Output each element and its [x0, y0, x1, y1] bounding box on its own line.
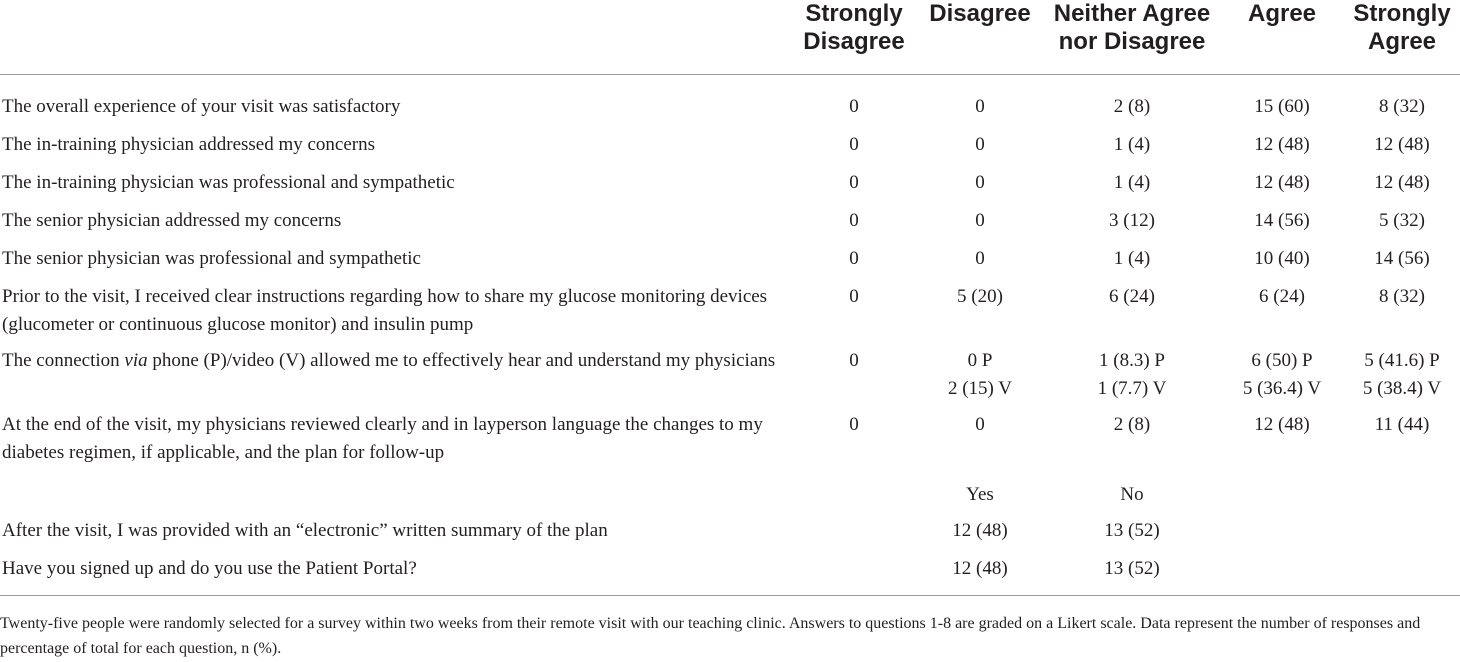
table-row: [0, 75, 1460, 132]
question-italic-text: via: [124, 350, 148, 371]
question-cell: The overall experience of your visit was satisfactory: [2, 96, 401, 117]
header-agree: Agree: [1220, 0, 1344, 75]
blank-cell: [792, 555, 916, 596]
strongly-disagree-cell: 0: [849, 350, 859, 371]
strongly-agree-cell: 12 (48): [1374, 172, 1430, 193]
question-cell: The in-training physician was professional and sympathetic: [2, 172, 455, 193]
agree-cell: [1220, 347, 1344, 411]
phone-value: 0 P: [967, 350, 993, 371]
strongly-disagree-cell: 0: [849, 248, 859, 269]
question-text-part: The connection: [2, 350, 125, 371]
neither-cell: 1 (4): [1113, 248, 1151, 269]
disagree-cell: 0: [975, 248, 985, 269]
question-cell: Have you signed up and do you use the Patient Portal?: [0, 555, 792, 596]
neither-cell: 3 (12): [1109, 210, 1155, 231]
strongly-agree-cell: 8 (32): [1379, 96, 1425, 117]
blank-cell: [1220, 555, 1344, 596]
strongly-agree-cell: 8 (32): [1379, 286, 1425, 307]
header-neither: Neither Agree nor Disagree: [1044, 0, 1220, 75]
strongly-disagree-cell: 0: [849, 414, 859, 435]
question-cell: The senior physician was professional and sympathetic: [2, 248, 421, 269]
table-row: [0, 283, 1460, 347]
agree-cell: 15 (60): [1254, 96, 1310, 117]
strongly-disagree-cell: 0: [849, 134, 859, 155]
agree-cell: 12 (48): [1254, 414, 1310, 435]
question-cell: At the end of the visit, my physicians reviewed clearly and in layperson language the changes to my diabetes regimen, if applicable, and the plan for follow-up: [2, 414, 763, 463]
neither-cell: 1 (4): [1113, 172, 1151, 193]
question-cell: After the visit, I was provided with an “electronic” written summary of the plan: [2, 520, 608, 541]
strongly-disagree-cell: 0: [849, 96, 859, 117]
yes-no-header-row: [0, 475, 1460, 517]
video-value: 5 (36.4) V: [1242, 378, 1322, 399]
header-strongly-agree: Strongly Agree: [1344, 0, 1460, 75]
agree-cell: 12 (48): [1254, 172, 1310, 193]
question-cell: Prior to the visit, I received clear instructions regarding how to share my glucose monitoring devices (glucometer or continuous glucose monitor) and insulin pump: [2, 286, 768, 335]
blank-cell: [1220, 475, 1344, 517]
neither-cell: [1044, 347, 1220, 411]
strongly-agree-cell: 11 (44): [1374, 414, 1430, 435]
table-header: [0, 0, 1460, 75]
yes-cell: 12 (48): [916, 555, 1044, 596]
question-cell: [0, 347, 792, 411]
agree-cell: 14 (56): [1254, 210, 1310, 231]
blank-cell: [1344, 517, 1460, 555]
blank-cell: [0, 475, 792, 517]
video-value: 1 (7.7) V: [1097, 378, 1167, 399]
video-value: 5 (38.4) V: [1362, 378, 1442, 399]
table-row: [0, 207, 1460, 245]
header-strongly-disagree: Strongly Disagree: [792, 0, 916, 75]
neither-cell: 1 (4): [1113, 134, 1151, 155]
table-row: [0, 517, 1460, 555]
strongly-agree-cell: 12 (48): [1374, 134, 1430, 155]
table-row: [0, 411, 1460, 475]
table-row: [0, 245, 1460, 283]
table-row-connection: [0, 347, 1460, 411]
video-value: 2 (15) V: [947, 378, 1013, 399]
neither-cell: 2 (8): [1113, 96, 1151, 117]
neither-cell: 6 (24): [1109, 286, 1155, 307]
blank-cell: [792, 475, 916, 517]
disagree-cell: 5 (20): [957, 286, 1003, 307]
question-cell: The in-training physician addressed my concerns: [2, 134, 376, 155]
phone-value: 5 (41.6) P: [1364, 350, 1440, 371]
disagree-cell: 0: [975, 134, 985, 155]
table-row: [0, 131, 1460, 169]
strongly-disagree-cell: 0: [849, 286, 859, 307]
yes-header: Yes: [966, 484, 994, 505]
yes-cell: 12 (48): [952, 520, 1008, 541]
agree-cell: 12 (48): [1254, 134, 1310, 155]
blank-cell: [1344, 555, 1460, 596]
table-row: [0, 555, 1460, 596]
strongly-disagree-cell: 0: [849, 210, 859, 231]
disagree-cell: [916, 347, 1044, 411]
header-disagree: Disagree: [916, 0, 1044, 75]
question-text-part: phone (P)/video (V) allowed me to effectively hear and understand my physicians: [147, 350, 776, 371]
no-cell: 13 (52): [1104, 520, 1160, 541]
strongly-agree-cell: 5 (32): [1379, 210, 1425, 231]
agree-cell: 10 (40): [1254, 248, 1310, 269]
phone-value: 6 (50) P: [1251, 350, 1313, 371]
neither-cell: 2 (8): [1113, 414, 1151, 435]
no-cell: 13 (52): [1044, 555, 1220, 596]
table-footnote: Twenty-five people were randomly selected for a survey within two weeks from their remote visit with our teaching clinic. Answers to questions 1-8 are graded on a Likert scale. Data represent the number of responses and percentage of total for each question, n (%).: [0, 615, 1421, 657]
strongly-agree-cell: [1344, 347, 1460, 411]
blank-cell: [792, 517, 916, 555]
blank-cell: [1220, 517, 1344, 555]
table-row: [0, 169, 1460, 207]
question-cell: The senior physician addressed my concerns: [2, 210, 342, 231]
disagree-cell: 0: [975, 210, 985, 231]
agree-cell: 6 (24): [1259, 286, 1305, 307]
disagree-cell: 0: [975, 172, 985, 193]
table-body: [0, 75, 1460, 596]
strongly-disagree-cell: 0: [849, 172, 859, 193]
blank-cell: [1344, 475, 1460, 517]
disagree-cell: 0: [975, 414, 985, 435]
disagree-cell: 0: [975, 96, 985, 117]
phone-value: 1 (8.3) P: [1099, 350, 1165, 371]
header-question: [0, 0, 792, 75]
strongly-agree-cell: 14 (56): [1374, 248, 1430, 269]
no-header: No: [1120, 484, 1144, 505]
